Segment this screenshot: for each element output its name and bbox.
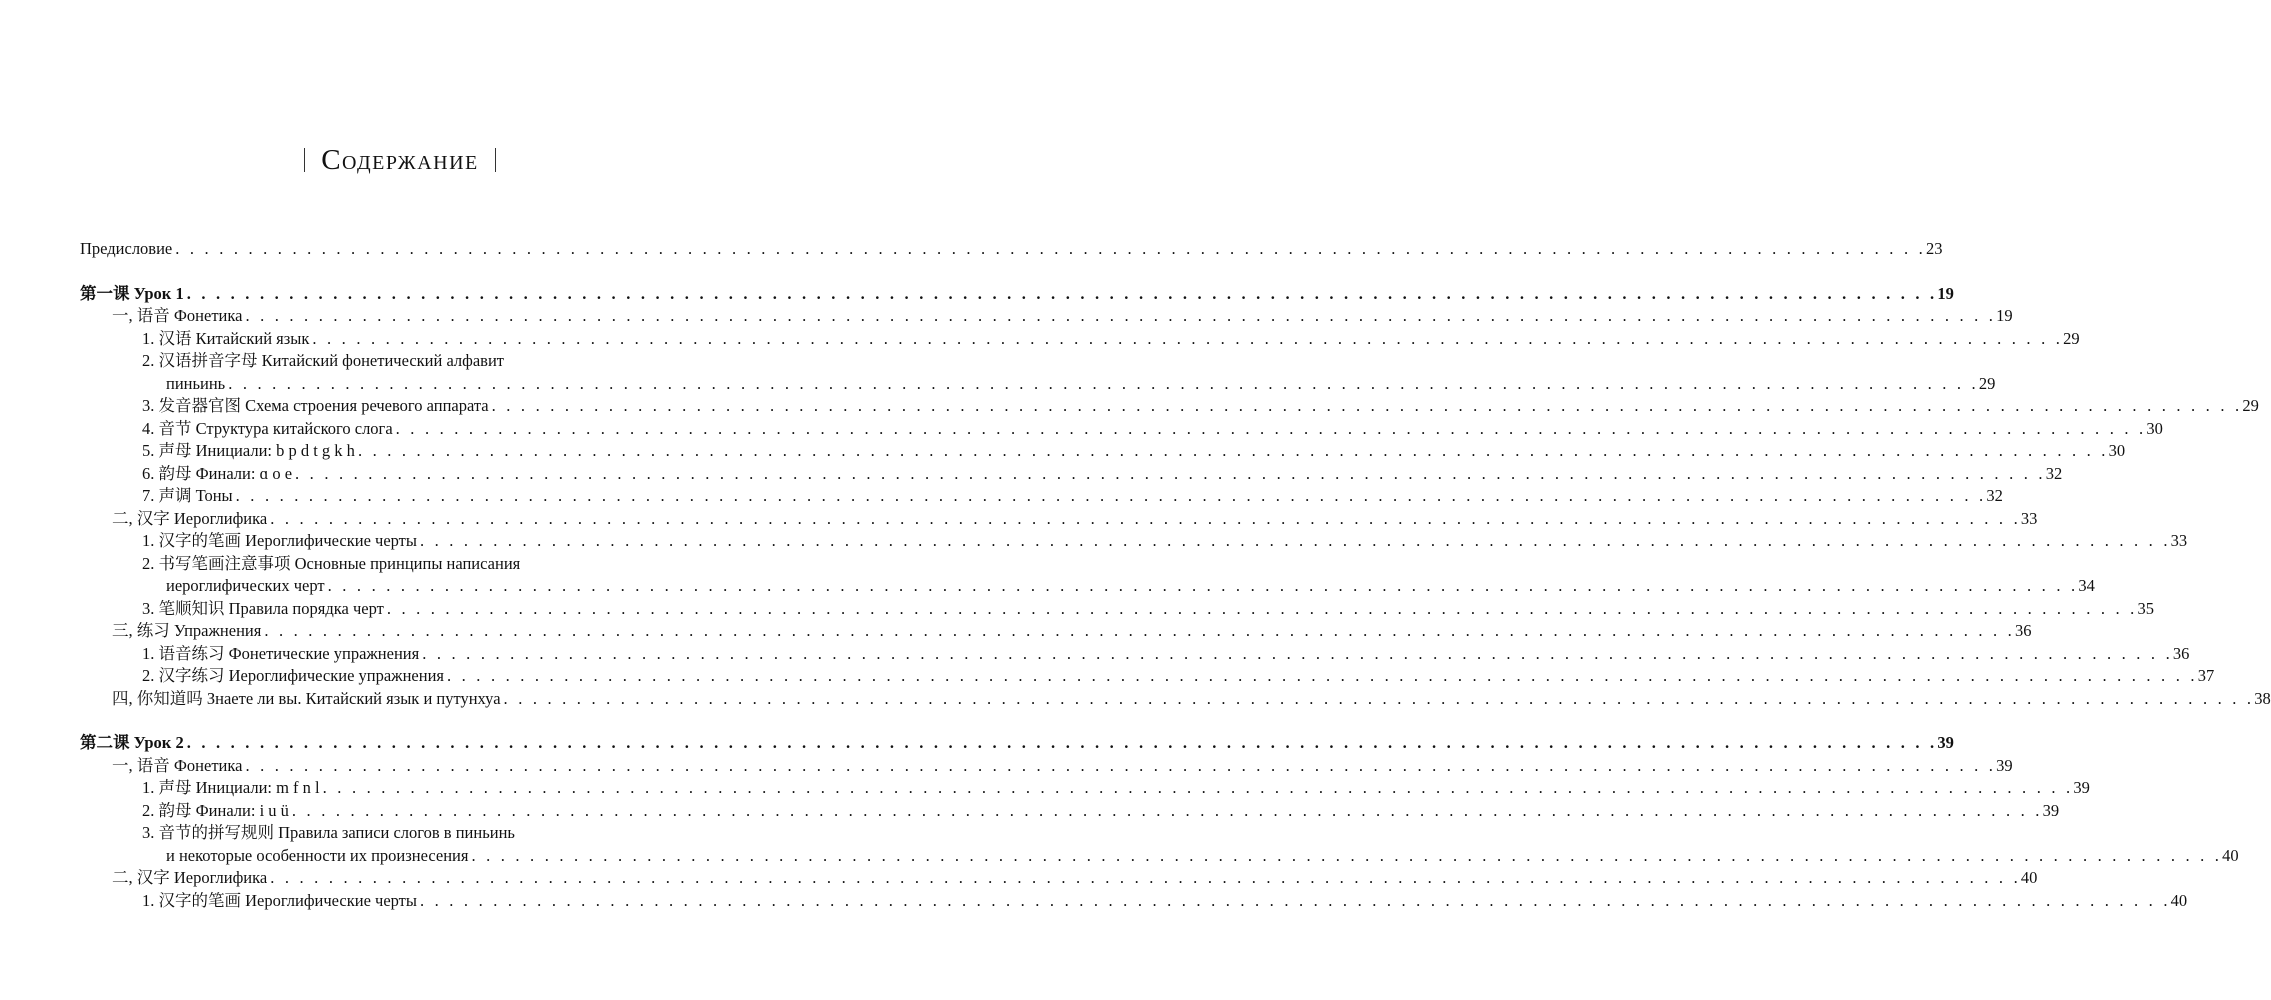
toc-entry xyxy=(80,620,2032,643)
dot-leader: . . . . . . . . . . . . . . . . . . . . . . . . . . . . . . . . . . . . . . . . . . . . . . . . . . . . . . . . . . . . . . . . . . . . . . . . . . . . . . . . . . . . . . . . . . . . . . . . . . . . . . . . . . . . . . . . . . . . . . . . xyxy=(419,531,2171,550)
toc-page-number: 37 xyxy=(2197,666,2215,685)
toc-entry-title: 2. 汉字练习 Иероглифические упражнения xyxy=(142,666,444,685)
toc-entry-title: 一, 语音 Фонетика xyxy=(112,306,243,325)
toc-entry-title: 2. 韵母 Финали: i u ü xyxy=(142,800,289,820)
heading-block xyxy=(0,143,800,177)
toc-entry-title: 7. 声调 Тоны xyxy=(142,486,233,505)
toc-entry-title: 6. 韵母 Финали: ɑ o e xyxy=(142,463,293,483)
dot-leader: . . . . . . . . . . . . . . . . . . . . . . . . . . . . . . . . . . . . . . . . . . . . . . . . . . . . . . . . . . . . . . . . . . . . . . . . . . . . . . . . . . . . . . . . . . . . . . . . . . . . . . . . . . . . . . . . . . . . . . . . xyxy=(186,733,1938,752)
toc-entry xyxy=(80,800,2060,823)
toc-page-number: 38 xyxy=(2254,688,2271,708)
toc-entry xyxy=(80,598,2154,621)
dot-leader: . . . . . . . . . . . . . . . . . . . . . . . . . . . . . . . . . . . . . . . . . . . . . . . . . . . . . . . . . . . . . . . . . . . . . . . . . . . . . . . . . . . . . . . . . . . . . . . . . . . . . . . . . . . . . . . . . . . . . . . . xyxy=(186,283,1938,303)
toc-entry xyxy=(80,530,2188,553)
dot-leader: . . . . . . . . . . . . . . . . . . . . . . . . . . . . . . . . . . . . . . . . . . . . . . . . . . . . . . . . . . . . . . . . . . . . . . . . . . . . . . . . . . . . . . . . . . . . . . . . . . . . . . . . . . . . . . . . . . . . . . . . xyxy=(312,328,2064,348)
dot-leader: . . . . . . . . . . . . . . . . . . . . . . . . . . . . . . . . . . . . . . . . . . . . . . . . . . . . . . . . . . . . . . . . . . . . . . . . . . . . . . . . . . . . . . . . . . . . . . . . . . . . . . . . . . . . . . . . . . . . . . . . xyxy=(422,643,2173,663)
dot-leader: . . . . . . . . . . . . . . . . . . . . . . . . . . . . . . . . . . . . . . . . . . . . . . . . . . . . . . . . . . . . . . . . . . . . . . . . . . . . . . . . . . . . . . . . . . . . . . . . . . . . . . . . . . . . . . . . . . . . . . . . xyxy=(357,441,2109,460)
toc-entry-title: 5. 声母 Инициали: b p d t g k h xyxy=(142,441,355,460)
dot-leader: . . . . . . . . . . . . . . . . . . . . . . . . . . . . . . . . . . . . . . . . . . . . . . . . . . . . . . . . . . . . . . . . . . . . . . . . . . . . . . . . . . . . . . . . . . . . . . . . . . . . . . . . . . . . . . . . . . . . . . . . xyxy=(503,688,2255,708)
toc-entry-title: 第一课 Урок 1 xyxy=(80,283,184,303)
dot-leader: . . . . . . . . . . . . . . . . . . . . . . . . . . . . . . . . . . . . . . . . . . . . . . . . . . . . . . . . . . . . . . . . . . . . . . . . . . . . . . . . . . . . . . . . . . . . . . . . . . . . . . . . . . . . . . . . . . . . . . . . xyxy=(386,598,2138,618)
dot-leader: . . . . . . . . . . . . . . . . . . . . . . . . . . . . . . . . . . . . . . . . . . . . . . . . . . . . . . . . . . . . . . . . . . . . . . . . . . . . . . . . . . . . . . . . . . . . . . . . . . . . . . . . . . . . . . . . . . . . . . . . xyxy=(264,621,2016,640)
toc-entry xyxy=(80,418,2163,441)
toc-page-number: 36 xyxy=(2015,621,2032,640)
toc-entry xyxy=(80,755,2013,778)
toc-page-number: 36 xyxy=(2172,643,2190,663)
toc-entry xyxy=(80,575,2095,598)
toc-page-number: 33 xyxy=(2020,508,2038,528)
dot-leader: . . . . . . . . . . . . . . . . . . . . . . . . . . . . . . . . . . . . . . . . . . . . . . . . . . . . . . . . . . . . . . . . . . . . . . . . . . . . . . . . . . . . . . . . . . . . . . . . . . . . . . . . . . . . . . . . . . . . . . . . xyxy=(471,845,2223,865)
toc-entry xyxy=(80,777,2090,800)
toc-entry xyxy=(80,665,2215,688)
toc-entry-title: 2. 书写笔画注意事项 Основные принципы написания xyxy=(142,553,521,573)
dot-leader: . . . . . . . . . . . . . . . . . . . . . . . . . . . . . . . . . . . . . . . . . . . . . . . . . . . . . . . . . . . . . . . . . . . . . . . . . . . . . . . . . . . . . . . . . . . . . . . . . . . . . . . . . . . . . . . . . . . . . . . . xyxy=(270,868,2021,887)
toc-entry xyxy=(80,845,2239,868)
toc-entry xyxy=(80,328,2080,351)
toc-entry-title: 3. 音节的拼写规则 Правила записи слогов в пиньинь xyxy=(142,823,515,842)
toc-entry xyxy=(80,305,2013,328)
toc-entry xyxy=(80,890,2188,913)
table-of-contents xyxy=(80,238,2271,912)
toc-entry xyxy=(80,553,695,576)
toc-entry-title: 2. 汉语拼音字母 Китайский фонетический алфавит xyxy=(142,351,504,370)
toc-entry xyxy=(80,643,2190,666)
toc-entry xyxy=(80,688,2271,711)
toc-page-number: 33 xyxy=(2170,531,2188,550)
toc-page-number: 29 xyxy=(2063,328,2080,348)
toc-entry xyxy=(80,395,2259,418)
toc-entry-title: 三, 练习 Упражнения xyxy=(112,621,262,640)
toc-entry xyxy=(80,732,1954,755)
toc-page-number: 39 xyxy=(1937,733,1954,752)
toc-page-number: 39 xyxy=(1996,755,2013,775)
toc-entry xyxy=(80,463,2063,486)
toc-entry-title: Предисловие xyxy=(80,239,173,258)
toc-page-number: 35 xyxy=(2137,598,2154,618)
toc-page-number: 40 xyxy=(2020,868,2038,887)
dot-leader: . . . . . . . . . . . . . . . . . . . . . . . . . . . . . . . . . . . . . . . . . . . . . . . . . . . . . . . . . . . . . . . . . . . . . . . . . . . . . . . . . . . . . . . . . . . . . . . . . . . . . . . . . . . . . . . . . . . . . . . . xyxy=(270,508,2021,528)
dot-leader: . . . . . . . . . . . . . . . . . . . . . . . . . . . . . . . . . . . . . . . . . . . . . . . . . . . . . . . . . . . . . . . . . . . . . . . . . . . . . . . . . . . . . . . . . . . . . . . . . . . . . . . . . . . . . . . . . . . . . . . . xyxy=(228,373,1979,393)
dot-leader: . . . . . . . . . . . . . . . . . . . . . . . . . . . . . . . . . . . . . . . . . . . . . . . . . . . . . . . . . . . . . . . . . . . . . . . . . . . . . . . . . . . . . . . . . . . . . . . . . . . . . . . . . . . . . . . . . . . . . . . . xyxy=(395,418,2147,438)
toc-entry-title: 1. 语音练习 Фонетические упражнения xyxy=(142,643,420,663)
toc-page-number: 29 xyxy=(2242,396,2259,415)
toc-entry-title: 二, 汉字 Иероглифика xyxy=(112,508,268,528)
page-title: Содержание xyxy=(321,144,479,176)
toc-entry-title: 四, 你知道吗 Знаете ли вы. Китайский язык и путунхуа xyxy=(112,688,501,708)
dot-leader: . . . . . . . . . . . . . . . . . . . . . . . . . . . . . . . . . . . . . . . . . . . . . . . . . . . . . . . . . . . . . . . . . . . . . . . . . . . . . . . . . . . . . . . . . . . . . . . . . . . . . . . . . . . . . . . . . . . . . . . . xyxy=(175,239,1926,258)
right-bar-ornament xyxy=(495,148,496,172)
toc-page-number: 32 xyxy=(1986,486,2003,505)
toc-page-number: 23 xyxy=(1925,239,1943,258)
toc-entry xyxy=(80,283,1954,306)
toc-entry xyxy=(80,867,2038,890)
toc-entry-title: 第二课 Урок 2 xyxy=(80,733,184,752)
toc-page-number: 19 xyxy=(1996,306,2013,325)
toc-entry xyxy=(80,238,1943,261)
toc-entry xyxy=(80,485,2003,508)
toc-entry-title: и некоторые особенности их произнесения xyxy=(166,845,469,865)
toc-page-number: 40 xyxy=(2170,890,2188,910)
toc-entry xyxy=(80,350,695,373)
dot-leader: . . . . . . . . . . . . . . . . . . . . . . . . . . . . . . . . . . . . . . . . . . . . . . . . . . . . . . . . . . . . . . . . . . . . . . . . . . . . . . . . . . . . . . . . . . . . . . . . . . . . . . . . . . . . . . . . . . . . . . . . xyxy=(235,486,1987,505)
dot-leader: . . . . . . . . . . . . . . . . . . . . . . . . . . . . . . . . . . . . . . . . . . . . . . . . . . . . . . . . . . . . . . . . . . . . . . . . . . . . . . . . . . . . . . . . . . . . . . . . . . . . . . . . . . . . . . . . . . . . . . . . xyxy=(245,755,1997,775)
dot-leader: . . . . . . . . . . . . . . . . . . . . . . . . . . . . . . . . . . . . . . . . . . . . . . . . . . . . . . . . . . . . . . . . . . . . . . . . . . . . . . . . . . . . . . . . . . . . . . . . . . . . . . . . . . . . . . . . . . . . . . . . xyxy=(245,306,1997,325)
toc-page-number: 39 xyxy=(2042,800,2060,820)
toc-entry-title: 1. 声母 Инициали: m f n l xyxy=(142,778,320,797)
toc-entry-title: 1. 汉语 Китайский язык xyxy=(142,328,310,348)
toc-entry-title: 1. 汉字的笔画 Иероглифические черты xyxy=(142,890,417,910)
toc-page-number: 34 xyxy=(2078,576,2095,595)
toc-entry-title: 1. 汉字的笔画 Иероглифические черты xyxy=(142,531,417,550)
toc-page-number: 19 xyxy=(1937,283,1954,303)
toc-page-number: 30 xyxy=(2108,441,2126,460)
toc-page-number: 30 xyxy=(2146,418,2163,438)
toc-page-number: 29 xyxy=(1978,373,1996,393)
toc-entry-title: пиньинь xyxy=(166,373,226,393)
toc-page-number: 40 xyxy=(2222,845,2239,865)
toc-entry xyxy=(80,440,2126,463)
toc-entry-title: 二, 汉字 Иероглифика xyxy=(112,868,268,887)
toc-entry xyxy=(80,822,695,845)
toc-page-number: 39 xyxy=(2073,778,2090,797)
toc-entry-title: иероглифических черт xyxy=(166,576,325,595)
toc-entry-title: 4. 音节 Структура китайского слога xyxy=(142,418,393,438)
toc-entry xyxy=(80,373,1996,396)
dot-leader: . . . . . . . . . . . . . . . . . . . . . . . . . . . . . . . . . . . . . . . . . . . . . . . . . . . . . . . . . . . . . . . . . . . . . . . . . . . . . . . . . . . . . . . . . . . . . . . . . . . . . . . . . . . . . . . . . . . . . . . . xyxy=(291,800,2043,820)
toc-entry-title: 一, 语音 Фонетика xyxy=(112,755,243,775)
toc-entry-title: 3. 笔顺知识 Правила порядка черт xyxy=(142,598,384,618)
dot-leader: . . . . . . . . . . . . . . . . . . . . . . . . . . . . . . . . . . . . . . . . . . . . . . . . . . . . . . . . . . . . . . . . . . . . . . . . . . . . . . . . . . . . . . . . . . . . . . . . . . . . . . . . . . . . . . . . . . . . . . . . xyxy=(295,463,2046,483)
dot-leader: . . . . . . . . . . . . . . . . . . . . . . . . . . . . . . . . . . . . . . . . . . . . . . . . . . . . . . . . . . . . . . . . . . . . . . . . . . . . . . . . . . . . . . . . . . . . . . . . . . . . . . . . . . . . . . . . . . . . . . . . xyxy=(327,576,2079,595)
toc-entry xyxy=(80,508,2038,531)
dot-leader: . . . . . . . . . . . . . . . . . . . . . . . . . . . . . . . . . . . . . . . . . . . . . . . . . . . . . . . . . . . . . . . . . . . . . . . . . . . . . . . . . . . . . . . . . . . . . . . . . . . . . . . . . . . . . . . . . . . . . . . . xyxy=(322,778,2074,797)
toc-entry-title: 3. 发音器官图 Схема строения речевого аппарата xyxy=(142,396,489,415)
dot-leader: . . . . . . . . . . . . . . . . . . . . . . . . . . . . . . . . . . . . . . . . . . . . . . . . . . . . . . . . . . . . . . . . . . . . . . . . . . . . . . . . . . . . . . . . . . . . . . . . . . . . . . . . . . . . . . . . . . . . . . . . xyxy=(419,890,2171,910)
dot-leader: . . . . . . . . . . . . . . . . . . . . . . . . . . . . . . . . . . . . . . . . . . . . . . . . . . . . . . . . . . . . . . . . . . . . . . . . . . . . . . . . . . . . . . . . . . . . . . . . . . . . . . . . . . . . . . . . . . . . . . . . xyxy=(491,396,2243,415)
left-bar-ornament xyxy=(304,148,305,172)
toc-page-number: 32 xyxy=(2045,463,2063,483)
dot-leader: . . . . . . . . . . . . . . . . . . . . . . . . . . . . . . . . . . . . . . . . . . . . . . . . . . . . . . . . . . . . . . . . . . . . . . . . . . . . . . . . . . . . . . . . . . . . . . . . . . . . . . . . . . . . . . . . . . . . . . . . xyxy=(447,666,2198,685)
